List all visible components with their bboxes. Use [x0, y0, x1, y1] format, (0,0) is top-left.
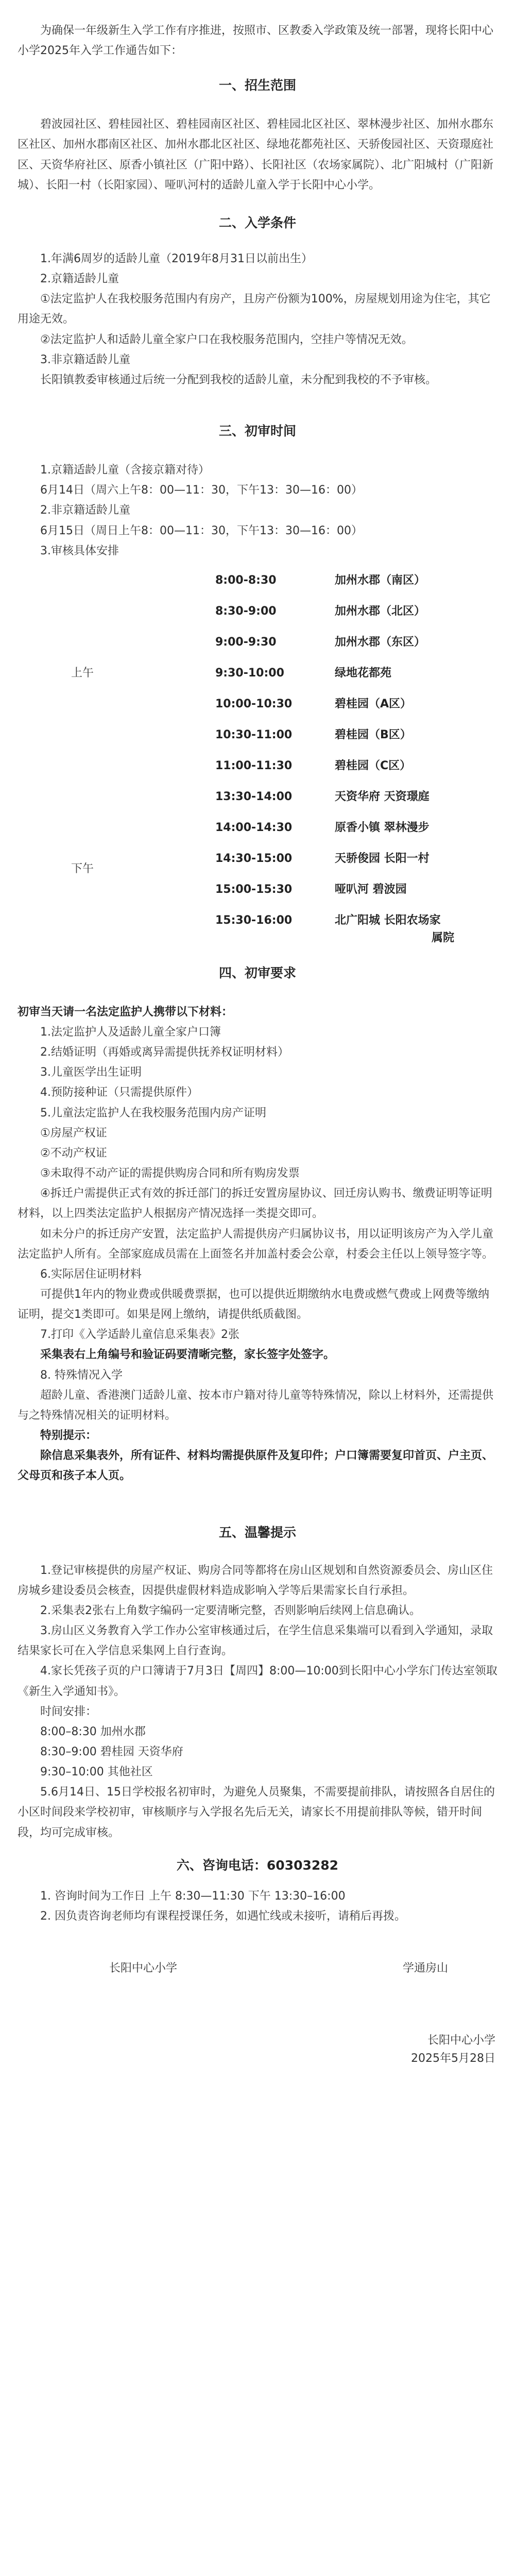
section4-item: 4.预防接种证（只需提供原件） — [40, 1086, 198, 1099]
section4-list — [18, 1002, 497, 1486]
schedule-time: 9:30-10:00 — [215, 666, 284, 680]
section5-item: 8:00–8:30 加州水郡 — [40, 1725, 146, 1738]
section2-item: ②法定监护人和适龄儿童全家户口在我校服务范围内，空挂户等情况无效。 — [40, 333, 413, 346]
section3-list — [18, 460, 497, 561]
section4-item: ②不动产权证 — [40, 1146, 107, 1160]
schedule-time: 11:00-11:30 — [215, 759, 293, 772]
schedule-location: 碧桂园（C区） — [335, 759, 411, 772]
section6-item: 2. 因负责咨询老师均有课程授课任务，如遇忙线或未接听，请稍后再拨。 — [40, 1909, 406, 1923]
section4-item: 5.儿童法定监护人在我校服务范围内房产证明 — [40, 1106, 266, 1120]
morning-label: 上午 — [71, 666, 94, 680]
section3-title: 三、初审时间 — [218, 423, 296, 439]
section4-title: 四、初审要求 — [218, 965, 296, 980]
section4-item: ③未取得不动产证的需提供购房合同和所有购房发票 — [40, 1167, 300, 1180]
section4-item: 2.结婚证明（再婚或离异需提供抚养权证明材料） — [40, 1046, 289, 1059]
schedule-time: 9:00-9:30 — [215, 635, 277, 649]
section4-item: ①房屋产权证 — [40, 1126, 107, 1140]
schedule-time: 15:30-16:00 — [215, 913, 293, 927]
special-note-label: 特别提示： — [40, 1429, 97, 1443]
section1-body: 碧波园社区、碧桂园社区、碧桂园南区社区、碧桂园北区社区、翠林漫步社区、加州水郡东区社区、加州水郡南区社区、加州水郡北区社区、绿地花都苑社区、天骄俊园社区、天资璟庭社区、天资华府社区、原香小镇社区（广阳中路）、长阳社区（农场家属院）、北广阳城村（广阳新城）、长阳一村（长阳家园）、哑叭河村的适龄儿童入学于长阳中心小学。 — [18, 118, 494, 192]
section5-item: 9:30–10:00 其他社区 — [40, 1766, 153, 1779]
section4-item: 超龄儿童、香港澳门适龄儿童、按本市户籍对待儿童等特殊情况，除以上材料外，还需提供与之特殊情况相关的证明材料。 — [18, 1388, 494, 1422]
section2-item: 2.京籍适龄儿童 — [40, 273, 119, 286]
schedule-location: 天骄俊园 长阳一村 — [335, 852, 430, 865]
schedule-location: 属院 — [432, 931, 455, 944]
schedule-location: 碧桂园（B区） — [335, 728, 411, 741]
section4-item: 1.法定监护人及适龄儿童全家户口簿 — [40, 1025, 221, 1039]
section2-item: ①法定监护人在我校服务范围内有房产，且房产份额为100%，房屋规划用途为住宅，其它用途无效。 — [18, 293, 491, 326]
section4-item: ④拆迁户需提供正式有效的拆迁部门的拆迁安置房屋协议、回迁房认购书、缴费证明等证明材料，以上四类法定监护人根据房产情况选择一类提交即可。 — [18, 1187, 492, 1221]
section3-item: 2.非京籍适龄儿童 — [40, 504, 130, 517]
section4-item: 可提供1年内的物业费或供暖费票据，也可以提供近期缴纳水电费或燃气费或上网费等缴纳证明，提交1类即可。如果是网上缴纳，请提供纸质截图。 — [18, 1288, 490, 1321]
section4-item: 3.儿童医学出生证明 — [40, 1066, 142, 1079]
schedule-location: 绿地花都苑 — [335, 666, 392, 680]
schedule-location: 北广阳城 长阳农场家 — [335, 913, 441, 927]
footer-left-name: 长阳中心小学 — [109, 1962, 178, 1975]
schedule-location: 天资华府 天资璟庭 — [335, 790, 430, 803]
review-schedule — [0, 571, 515, 963]
section2-list — [18, 249, 497, 390]
section6-title: 六、咨询电话：60303282 — [176, 1857, 339, 1873]
schedule-location: 碧桂园（A区） — [335, 697, 412, 710]
section2-title: 二、入学条件 — [218, 215, 296, 230]
schedule-location: 原香小镇 翠林漫步 — [335, 821, 430, 834]
section2-item: 长阳镇教委审核通过后统一分配到我校的适龄儿童，未分配到我校的不予审核。 — [40, 373, 437, 386]
special-note-body: 除信息采集表外，所有证件、材料均需提供原件及复印件；户口簿需要复印首页、户主页、父母页和孩子本人页。 — [18, 1449, 494, 1483]
schedule-time: 8:00-8:30 — [215, 573, 277, 587]
section3-item: 6月14日（周六上午8：00—11：30，下午13：30—16：00） — [40, 484, 363, 497]
section2-item: 1.年满6周岁的适龄儿童（2019年8月31日以前出生） — [40, 252, 313, 265]
schedule-time: 15:00-15:30 — [215, 883, 293, 896]
schedule-time: 14:30-15:00 — [215, 852, 293, 865]
section5-item: 8:30–9:00 碧桂园 天资华府 — [40, 1745, 183, 1758]
section5-list — [18, 1561, 497, 1843]
section4-item: 7.打印《入学适龄儿童信息采集表》2张 — [40, 1328, 239, 1342]
section5-item: 1.登记审核提供的房屋产权证、购房合同等都将在房山区规划和自然资源委员会、房山区住房城乡建设委员会核查，因提供虚假材料造成影响入学等后果需家长自行承担。 — [18, 1564, 493, 1597]
section5-item: 时间安排： — [40, 1705, 97, 1718]
section3-item: 1.京籍适龄儿童（含接京籍对待） — [40, 464, 210, 477]
section5-item: 3.房山区义务教育入学工作办公室审核通过后，在学生信息采集端可以看到入学通知，录取结果家长可在入学信息采集网上自行查询。 — [18, 1624, 493, 1658]
footer-right-name: 学通房山 — [403, 1962, 449, 1975]
section4-item: 如未分户的拆迁房产安置，法定监护人需提供房产归属协议书，用以证明该房产为入学儿童法定监护人所有。全部家庭成员需在上面签名并加盖村委会公章，村委会主任以上领导签字等。 — [18, 1227, 494, 1261]
schedule-time: 13:30-14:00 — [215, 790, 293, 803]
schedule-time: 10:30-11:00 — [215, 728, 293, 741]
section6-list — [18, 1886, 497, 1926]
section3-item: 3.审核具体安排 — [40, 544, 119, 557]
section5-item: 4.家长凭孩子页的户口簿请于7月3日【周四】8:00—10:00到长阳中心小学东门传达室领取《新生入学通知书》。 — [18, 1665, 497, 1698]
section2-item: 3.非京籍适龄儿童 — [40, 353, 130, 366]
schedule-time: 8:30-9:00 — [215, 604, 277, 618]
schedule-location: 哑叭河 碧波园 — [335, 883, 407, 896]
footer-issuer — [18, 2031, 497, 2067]
schedule-location: 加州水郡（东区） — [335, 635, 426, 649]
issuer-org: 长阳中心小学 — [427, 2034, 495, 2047]
schedule-time: 10:00-10:30 — [215, 697, 293, 710]
issue-date: 2025年5月28日 — [411, 2052, 495, 2065]
section4-lead: 初审当天请一名法定监护人携带以下材料： — [18, 1005, 233, 1019]
section5-item: 5.6月14日、15日学校报名初审时，为避免人员聚集，不需要提前排队，请按照各自居住的小区时间段来学校初审，审核顺序与入学报名先后无关，请家长不用提前排队等候，错开时间段，均可完成审核。 — [18, 1786, 495, 1839]
section6-item: 1. 咨询时间为工作日 上午 8:30—11:30 下午 13:30–16:00 — [40, 1889, 346, 1903]
section5-title: 五、温馨提示 — [218, 1524, 296, 1540]
section4-item: 8. 特殊情况入学 — [40, 1368, 123, 1382]
section1-title: 一、招生范围 — [218, 78, 296, 93]
afternoon-label: 下午 — [71, 862, 94, 875]
schedule-time: 14:00-14:30 — [215, 821, 293, 834]
schedule-location: 加州水郡（北区） — [335, 604, 426, 618]
footer-signatures — [18, 1959, 497, 1980]
section3-item: 6月15日（周日上午8：00—11：30，下午13：30—16：00） — [40, 524, 363, 537]
schedule-location: 加州水郡（南区） — [335, 573, 426, 587]
intro-paragraph: 为确保一年级新生入学工作有序推进，按照市、区教委入学政策及统一部署，现将长阳中心小学2025年入学工作通告如下： — [18, 24, 494, 58]
section4-item: 6.实际居住证明材料 — [40, 1267, 142, 1281]
section5-item: 2.采集表2张右上角数字编码一定要清晰完整，否则影响后续网上信息确认。 — [40, 1604, 421, 1617]
section4-item: 采集表右上角编号和验证码要清晰完整，家长签字处签字。 — [40, 1348, 335, 1362]
